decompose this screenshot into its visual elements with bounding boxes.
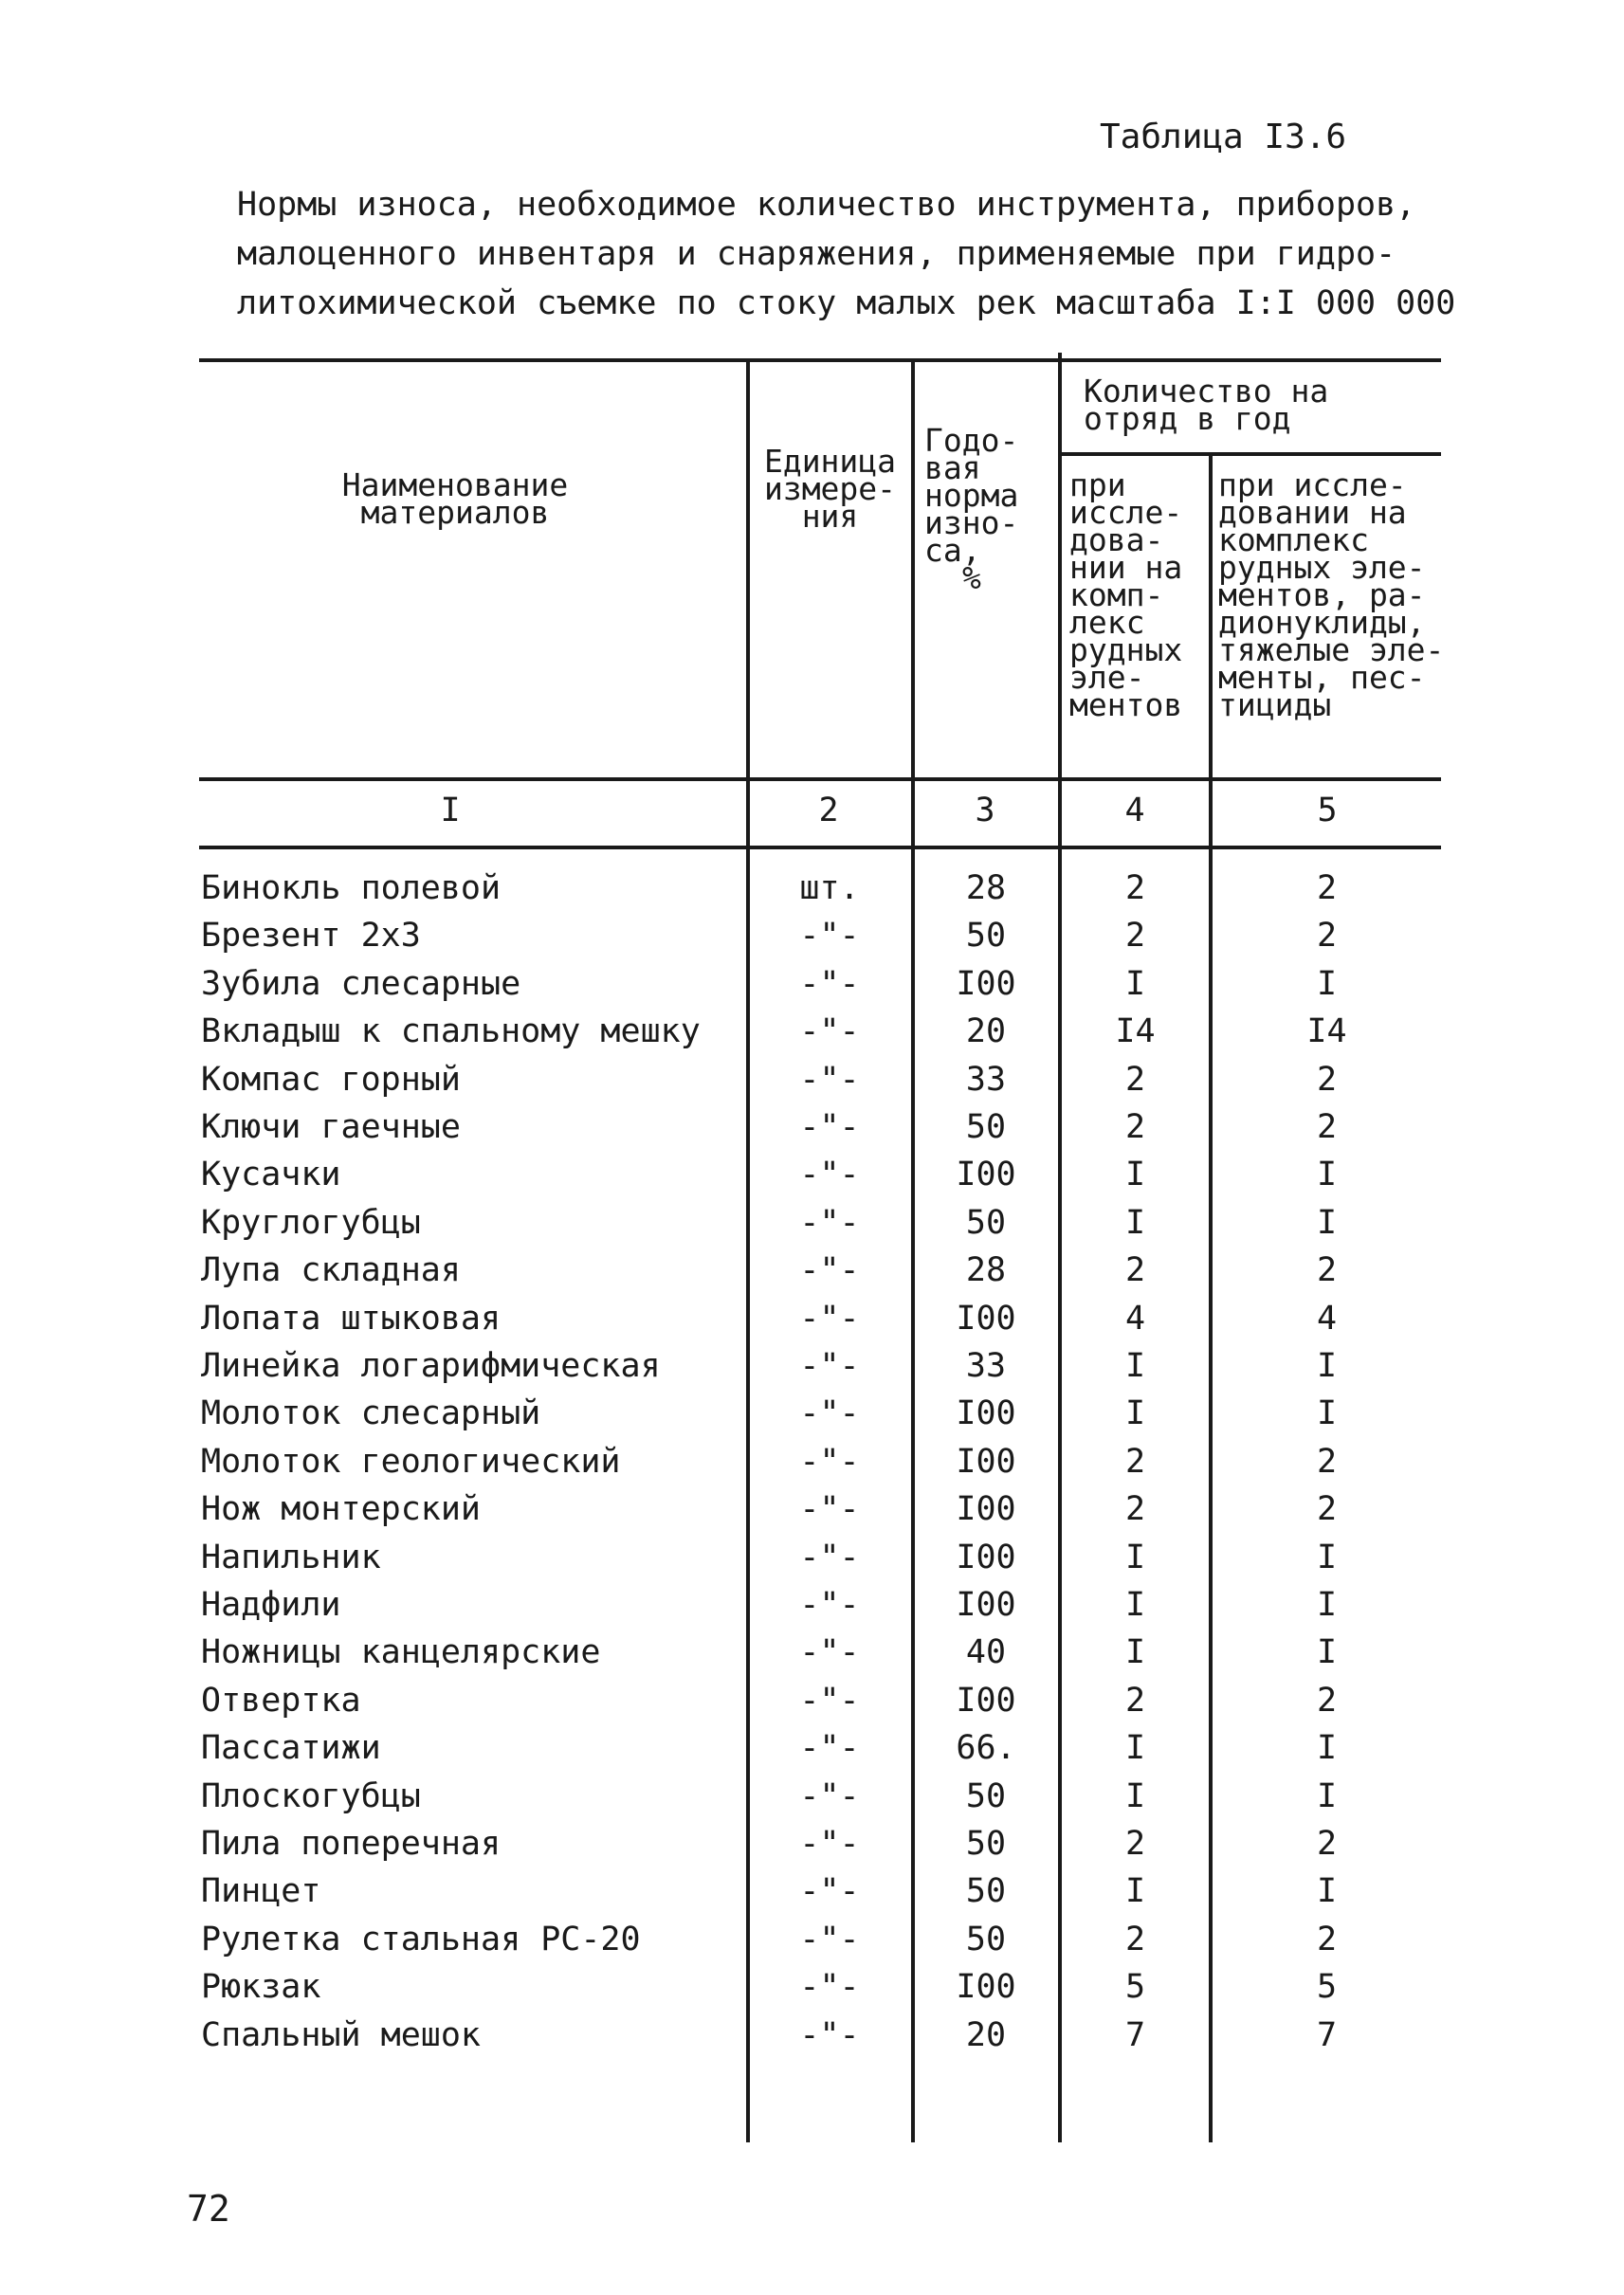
row-wear-norm: 33: [965, 1061, 1007, 1099]
row-material-name: Кусачки: [201, 1156, 341, 1193]
row-qty-complex: I: [1124, 1156, 1146, 1193]
row-unit: -"-: [799, 2016, 860, 2054]
row-qty-extended: 2: [1316, 1921, 1338, 1958]
row-wear-norm: I00: [956, 1394, 1016, 1432]
caption-line: малоценного инвентаря и снаряжения, применяемые при гидро-: [237, 235, 1396, 273]
group-header-rule: [1060, 452, 1441, 456]
row-material-name: Плоскогубцы: [201, 1777, 421, 1815]
row-qty-extended: 2: [1316, 1061, 1338, 1099]
caption-line: Нормы износа, необходимое количество инструмента, приборов,: [237, 186, 1416, 224]
row-qty-complex: I4: [1115, 1012, 1156, 1050]
row-wear-norm: 28: [965, 869, 1007, 907]
row-wear-norm: I00: [956, 1490, 1016, 1528]
row-qty-extended: 4: [1316, 1300, 1338, 1338]
row-qty-complex: I: [1124, 1586, 1146, 1624]
row-material-name: Рюкзак: [201, 1968, 321, 2006]
header-bottom-rule: [199, 777, 1441, 781]
header-unit: Единица измере- ния: [763, 443, 897, 535]
row-qty-extended: I: [1316, 1633, 1338, 1671]
row-material-name: Ножницы канцелярские: [201, 1633, 601, 1671]
row-qty-extended: I: [1316, 1394, 1338, 1432]
row-qty-complex: I: [1124, 1539, 1146, 1576]
row-qty-complex: I: [1124, 1777, 1146, 1815]
row-qty-extended: 5: [1316, 1968, 1338, 2006]
row-wear-norm: 50: [965, 1872, 1007, 1910]
row-wear-norm: I00: [956, 1156, 1016, 1193]
row-wear-norm: 50: [965, 1825, 1007, 1863]
row-material-name: Компас горный: [201, 1061, 461, 1099]
table-caption: [237, 180, 1455, 328]
row-material-name: Молоток геологический: [201, 1443, 621, 1481]
row-qty-extended: I: [1316, 1156, 1338, 1193]
row-qty-complex: I: [1124, 1394, 1146, 1432]
row-material-name: Бинокль полевой: [201, 869, 502, 907]
row-unit: -"-: [799, 1968, 860, 2006]
row-unit: -"-: [799, 1872, 860, 1910]
row-wear-norm: 20: [965, 1012, 1007, 1050]
row-qty-extended: 7: [1316, 2016, 1338, 2054]
column-number: 2: [818, 792, 839, 829]
row-wear-norm: I00: [956, 1968, 1016, 2006]
row-qty-complex: 2: [1124, 1490, 1146, 1528]
row-unit: -"-: [799, 1204, 860, 1242]
row-qty-extended: 2: [1316, 1251, 1338, 1289]
row-unit: -"-: [799, 1921, 860, 1958]
row-material-name: Лопата штыковая: [201, 1300, 502, 1338]
header-quantity-complex: при иссле- дова- нии на комп- лекс рудных эле- ментов: [1069, 466, 1183, 723]
row-unit: -"-: [799, 1251, 860, 1289]
row-qty-complex: 2: [1124, 1682, 1146, 1720]
row-wear-norm: I00: [956, 1443, 1016, 1481]
row-unit: -"-: [799, 1108, 860, 1146]
row-qty-complex: I: [1124, 1729, 1146, 1767]
row-unit: -"-: [799, 1347, 860, 1385]
row-qty-extended: I: [1316, 1204, 1338, 1242]
row-wear-norm: 20: [965, 2016, 1007, 2054]
row-wear-norm: I00: [956, 965, 1016, 1003]
header-annual-norm: Годо- вая норма изно- са, %: [924, 422, 1019, 596]
row-qty-complex: 2: [1124, 1061, 1146, 1099]
row-qty-complex: 4: [1124, 1300, 1146, 1338]
row-material-name: Пинцет: [201, 1872, 321, 1910]
row-qty-complex: I: [1124, 965, 1146, 1003]
row-material-name: Отвертка: [201, 1682, 361, 1720]
row-qty-complex: 2: [1124, 917, 1146, 955]
row-unit: -"-: [799, 1682, 860, 1720]
row-wear-norm: I00: [956, 1300, 1016, 1338]
row-unit: -"-: [799, 1586, 860, 1624]
row-material-name: Спальный мешок: [201, 2016, 482, 2054]
row-unit: -"-: [799, 1729, 860, 1767]
header-quantity-group: Количество на отряд в год: [1084, 373, 1329, 437]
row-wear-norm: 50: [965, 1777, 1007, 1815]
row-wear-norm: 50: [965, 1921, 1007, 1958]
row-wear-norm: 66.: [956, 1729, 1016, 1767]
row-qty-complex: 2: [1124, 1921, 1146, 1958]
row-material-name: Круглогубцы: [201, 1204, 421, 1242]
row-wear-norm: I00: [956, 1586, 1016, 1624]
row-unit: -"-: [799, 1443, 860, 1481]
row-qty-complex: 2: [1124, 1108, 1146, 1146]
row-qty-complex: 7: [1124, 2016, 1146, 2054]
row-wear-norm: 28: [965, 1251, 1007, 1289]
row-qty-complex: I: [1124, 1347, 1146, 1385]
row-qty-extended: 2: [1316, 917, 1338, 955]
header-quantity-extended: при иссле- довании на комплекс рудных эле- ментов, ра- дионуклиды, тяжелые эле- менты, пес- тициды: [1218, 466, 1445, 723]
row-wear-norm: I00: [956, 1539, 1016, 1576]
colnum-bottom-rule: [199, 846, 1441, 849]
row-unit: -"-: [799, 1061, 860, 1099]
row-qty-extended: 2: [1316, 869, 1338, 907]
row-qty-complex: I: [1124, 1204, 1146, 1242]
row-qty-extended: 2: [1316, 1490, 1338, 1528]
row-unit: -"-: [799, 1539, 860, 1576]
row-unit: -"-: [799, 1394, 860, 1432]
row-qty-extended: 2: [1316, 1825, 1338, 1863]
row-qty-extended: I: [1316, 1777, 1338, 1815]
row-material-name: Нож монтерский: [201, 1490, 482, 1528]
row-unit: -"-: [799, 1825, 860, 1863]
header-name-of-materials: Наименование материалов: [341, 466, 569, 531]
column-number: 5: [1317, 792, 1338, 829]
row-wear-norm: 50: [965, 1204, 1007, 1242]
caption-line: литохимической съемке по стоку малых рек масштаба I:I 000 000: [237, 284, 1456, 322]
row-material-name: Ключи гаечные: [201, 1108, 461, 1146]
row-unit: шт.: [799, 869, 860, 907]
row-unit: -"-: [799, 1012, 860, 1050]
row-qty-extended: 2: [1316, 1682, 1338, 1720]
row-qty-complex: 2: [1124, 1251, 1146, 1289]
row-material-name: Зубила слесарные: [201, 965, 521, 1003]
column-number: 3: [975, 792, 995, 829]
column-number: 4: [1124, 792, 1145, 829]
row-unit: -"-: [799, 1777, 860, 1815]
column-number: I: [440, 792, 461, 829]
row-material-name: Брезент 2х3: [201, 917, 421, 955]
row-qty-extended: I: [1316, 1872, 1338, 1910]
row-qty-extended: I: [1316, 965, 1338, 1003]
row-wear-norm: 40: [965, 1633, 1007, 1671]
row-material-name: Лупа складная: [201, 1251, 461, 1289]
row-wear-norm: 33: [965, 1347, 1007, 1385]
row-material-name: Пила поперечная: [201, 1825, 502, 1863]
row-unit: -"-: [799, 965, 860, 1003]
row-material-name: Надфили: [201, 1586, 341, 1624]
row-qty-extended: I4: [1306, 1012, 1347, 1050]
table-label: Таблица I3.6: [1100, 118, 1347, 156]
row-material-name: Молоток слесарный: [201, 1394, 541, 1432]
row-qty-extended: I: [1316, 1539, 1338, 1576]
row-wear-norm: I00: [956, 1682, 1016, 1720]
row-unit: -"-: [799, 1156, 860, 1193]
row-qty-complex: 2: [1124, 1443, 1146, 1481]
row-material-name: Пассатижи: [201, 1729, 381, 1767]
row-qty-extended: I: [1316, 1729, 1338, 1767]
row-material-name: Вкладыш к спальному мешку: [201, 1012, 701, 1050]
row-unit: -"-: [799, 1300, 860, 1338]
row-unit: -"-: [799, 1490, 860, 1528]
row-qty-complex: 2: [1124, 869, 1146, 907]
row-material-name: Рулетка стальная РС-20: [201, 1921, 641, 1958]
row-wear-norm: 50: [965, 1108, 1007, 1146]
row-qty-extended: 2: [1316, 1443, 1338, 1481]
row-qty-extended: 2: [1316, 1108, 1338, 1146]
table-top-rule: [199, 358, 1441, 362]
row-qty-complex: 2: [1124, 1825, 1146, 1863]
row-qty-complex: I: [1124, 1872, 1146, 1910]
row-unit: -"-: [799, 1633, 860, 1671]
page-number: 72: [187, 2188, 230, 2230]
row-material-name: Линейка логарифмическая: [201, 1347, 661, 1385]
row-unit: -"-: [799, 917, 860, 955]
row-wear-norm: 50: [965, 917, 1007, 955]
row-qty-extended: I: [1316, 1586, 1338, 1624]
row-qty-complex: 5: [1124, 1968, 1146, 2006]
row-qty-extended: I: [1316, 1347, 1338, 1385]
row-material-name: Напильник: [201, 1539, 381, 1576]
row-qty-complex: I: [1124, 1633, 1146, 1671]
